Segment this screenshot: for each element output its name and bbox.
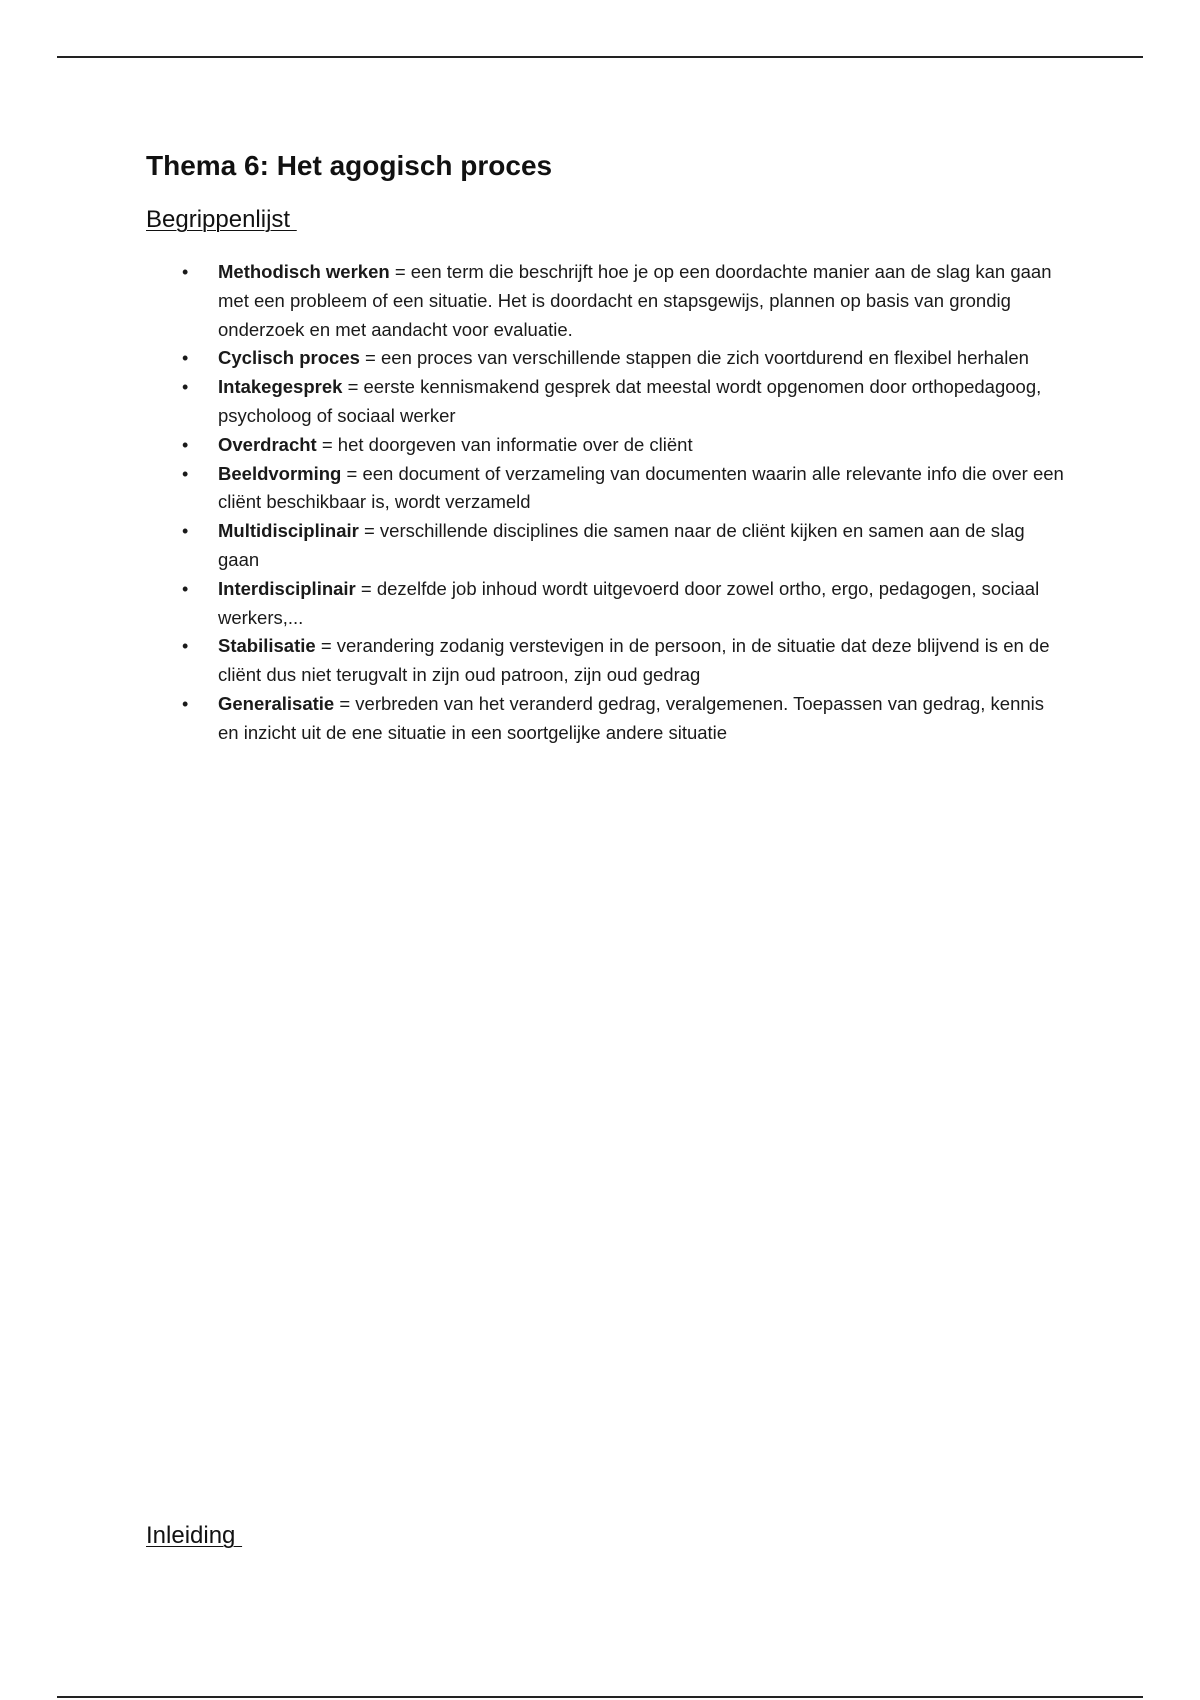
bullet-icon: •: [182, 636, 189, 657]
term-label: Stabilisatie: [218, 635, 316, 657]
section-heading-begrippenlijst: Begrippenlijst: [146, 206, 297, 233]
bullet-icon: •: [182, 377, 189, 398]
bullet-icon: •: [182, 521, 189, 542]
term-definition: = een term die beschrijft hoe je op een doordachte manier aan de slag kan gaan met een probleem of een situatie. Het is doordacht en stapsgewijs, plannen op basis van grondig onderzoek en met aandacht voor evaluatie.: [218, 261, 1052, 340]
term-item-overdracht: [146, 431, 1066, 460]
bullet-icon: •: [182, 348, 189, 369]
bullet-icon: •: [182, 578, 189, 599]
document-title: Thema 6: Het agogisch proces: [146, 150, 553, 181]
term-item-methodisch-werken: [146, 258, 1066, 344]
term-item-intakegesprek: [146, 373, 1066, 431]
term-definition: = verandering zodanig verstevigen in de persoon, in de situatie dat deze blijvend is en de cliënt dus niet terugvalt in zijn oud patroon, zijn oud gedrag: [218, 635, 1050, 686]
term-label: Generalisatie: [218, 692, 335, 714]
bullet-icon: •: [182, 434, 189, 455]
bullet-icon: •: [182, 693, 189, 714]
term-item-stabilisatie: [146, 632, 1066, 690]
term-label: Beeldvorming: [218, 462, 342, 484]
bullet-icon: •: [182, 463, 189, 484]
footer-rule: [57, 1696, 1143, 1698]
term-definition: = een proces van verschillende stappen die zich voortdurend en flexibel herhalen: [359, 347, 1029, 369]
term-item-cyclisch-proces: [146, 344, 1066, 373]
term-label: Cyclisch proces: [218, 347, 360, 369]
term-item-generalisatie: [146, 690, 1066, 748]
term-label: Intakegesprek: [218, 376, 343, 398]
term-definition: = een document of verzameling van documenten waarin alle relevante info die over een cliënt beschikbaar is, wordt verzameld: [218, 462, 1064, 513]
header-rule: [57, 56, 1143, 58]
term-label: Interdisciplinair: [218, 577, 356, 599]
term-definition: = eerste kennismakend gesprek dat meestal wordt opgenomen door orthopedagoog, psycholoog of sociaal werker: [218, 376, 1042, 426]
term-label: Multidisciplinair: [218, 520, 359, 542]
term-list: [146, 258, 1066, 748]
term-definition: = dezelfde job inhoud wordt uitgevoerd door zowel ortho, ergo, pedagogen, sociaal werkers,...: [218, 577, 1040, 628]
term-item-beeldvorming: [146, 460, 1066, 518]
term-definition: = het doorgeven van informatie over de cliënt: [316, 433, 693, 455]
term-label: Methodisch werken: [218, 261, 390, 282]
term-definition: = verbreden van het veranderd gedrag, veralgemenen. Toepassen van gedrag, kennis en inzicht uit de ene situatie in een soortgelijke andere situatie: [218, 692, 1045, 743]
term-definition: = verschillende disciplines die samen naar de cliënt kijken en samen aan de slag gaan: [218, 520, 1025, 570]
term-label: Overdracht: [218, 433, 317, 455]
section-heading-inleiding: Inleiding: [146, 1522, 243, 1549]
term-item-interdisciplinair: [146, 575, 1066, 633]
term-item-multidisciplinair: [146, 517, 1066, 575]
bullet-icon: •: [182, 262, 189, 282]
